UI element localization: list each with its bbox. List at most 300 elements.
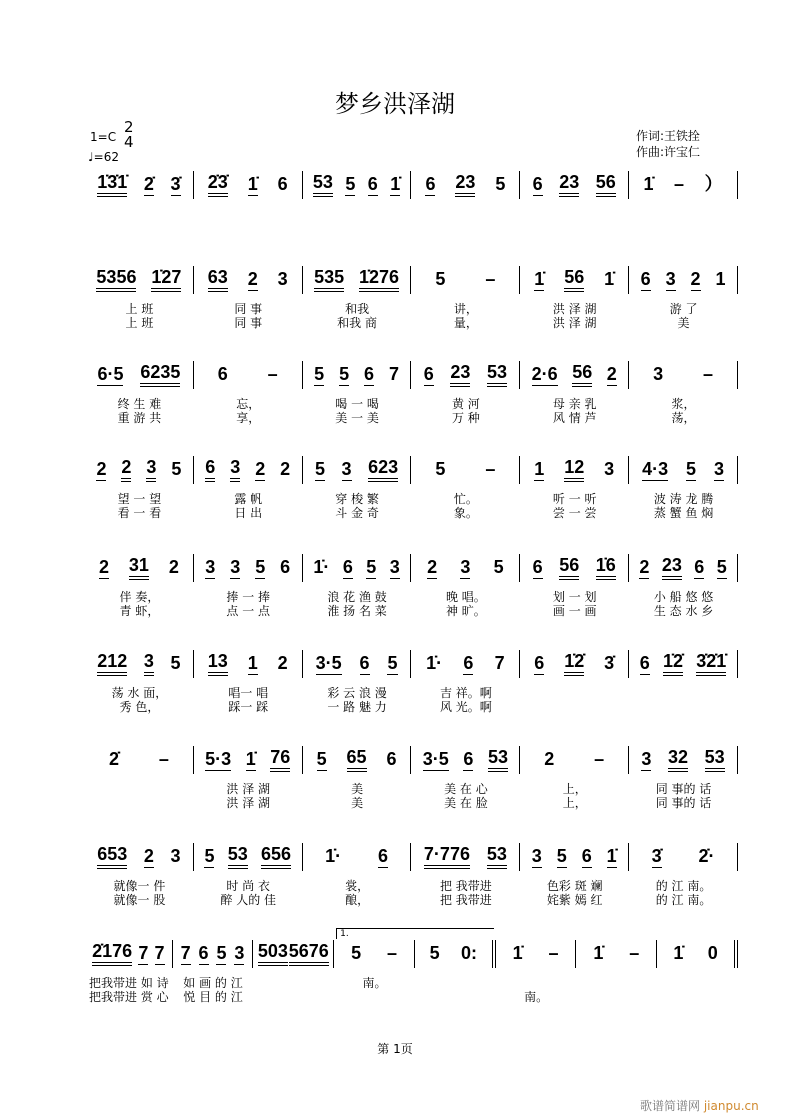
note-group: 2 [247, 268, 258, 289]
lyric-verse-2: 秀 色， [119, 700, 160, 714]
measure-notes [85, 746, 194, 774]
lyric-verse-2: 画 一 画 [552, 604, 597, 618]
note-group: 1̇2̇ [663, 652, 683, 676]
measure-notes [411, 266, 520, 294]
note-group: 6 [694, 556, 705, 577]
measure [85, 554, 194, 618]
lyric-verse-1 [657, 976, 738, 990]
note-group: 5 [345, 173, 356, 194]
note-group: 2 [639, 556, 650, 577]
note-group: 2 [427, 556, 438, 577]
note-group: 53 [487, 845, 507, 869]
measure [411, 171, 520, 199]
measure [411, 746, 520, 810]
note-group: 5 [435, 459, 446, 479]
note-group: 53 [487, 363, 507, 387]
note-group: 653 [97, 845, 127, 869]
measure-notes [520, 361, 629, 389]
lyric-verse-2: 量， [453, 316, 478, 330]
measure [253, 940, 334, 1004]
note-group: 7 [494, 653, 505, 673]
lyric-verse-1: 南。 [362, 976, 387, 990]
note-group: 7 [180, 942, 191, 963]
measure [411, 650, 520, 714]
lyric-verse-2: 美 一 美 [335, 411, 379, 425]
measure-notes [411, 843, 520, 871]
note-group: 2 [277, 653, 288, 673]
measure [303, 456, 412, 520]
measure [520, 456, 629, 520]
lyric-verse-1 [629, 686, 738, 700]
note-group: 1̇ [390, 173, 401, 194]
note-group: 2 [606, 363, 617, 384]
note-group: 6 [423, 363, 434, 384]
measure [629, 361, 738, 425]
lyric-verse-1: 把 我带进 [439, 879, 492, 893]
staff-system [85, 171, 738, 199]
measure-notes [629, 746, 738, 774]
lyric-verse-1 [496, 976, 577, 990]
note-group: 656 [261, 845, 291, 869]
note-group: 6 [205, 458, 215, 482]
measure [411, 456, 520, 520]
lyric-verse-1: 伴 奏， [119, 590, 160, 604]
measure-notes [194, 650, 303, 678]
measure-notes [415, 940, 496, 968]
lyric-verse-1: 上 班 [125, 302, 154, 316]
note-group: 3̇ [170, 173, 181, 194]
composer: 作曲:许宝仁 [636, 145, 701, 159]
note-group: 5 [493, 557, 504, 577]
note-group: – [158, 749, 169, 769]
measure [657, 940, 738, 1004]
note-group: 3 [604, 459, 615, 479]
lyric-verse-2: 美 [351, 796, 364, 810]
note-group: 5 [216, 942, 227, 963]
note-group: 1̇276 [359, 268, 399, 292]
measure [496, 940, 577, 1004]
note-group: – [386, 943, 397, 963]
measure [520, 361, 629, 425]
lyric-verse-2: 斗 金 奇 [335, 506, 379, 520]
lyric-verse-1: 美 在 心 [444, 782, 488, 796]
lyric-verse-2: 悦 目 的 江 [183, 990, 243, 1004]
lyric-verse-1: 小 船 悠 悠 [653, 590, 714, 604]
lyric-verse-1: 浪 花 渔 鼓 [327, 590, 387, 604]
note-group: 76 [270, 748, 290, 772]
note-group: 3 [641, 748, 652, 769]
note-group: 6 [277, 174, 288, 194]
lyric-verse-1: 划 一 划 [552, 590, 597, 604]
lyric-verse-2: 淮 扬 名 菜 [327, 604, 387, 618]
note-group: 3·5 [315, 652, 342, 673]
measure [334, 929, 415, 1004]
measure [194, 843, 303, 907]
note-group: 3̇ [651, 845, 662, 866]
measure [194, 650, 303, 714]
measure [520, 843, 629, 907]
note-group: – [485, 269, 496, 289]
note-group: – [594, 749, 605, 769]
note-group: 5676 [289, 942, 329, 966]
measure [629, 843, 738, 907]
measure [303, 171, 412, 199]
measure-notes [194, 843, 303, 871]
note-group: 56 [564, 268, 584, 292]
note-group: 5·3 [205, 748, 232, 769]
note-group: 2 [690, 268, 701, 289]
note-group: 535 [314, 268, 344, 292]
measure-notes [496, 940, 577, 968]
measure-notes [303, 171, 412, 199]
lyric-verse-1: 唱一 唱 [228, 686, 269, 700]
staff-system [85, 266, 738, 330]
measure-notes [411, 650, 520, 678]
note-group: 3 [234, 942, 245, 963]
measure [85, 171, 194, 199]
note-group: 7·776 [424, 845, 470, 869]
measure [194, 554, 303, 618]
measure [411, 266, 520, 330]
note-group: 1̇2̇ [564, 652, 584, 676]
note-group: 2̇· [698, 846, 715, 866]
note-group: 1̇· [325, 846, 342, 866]
note-group: 23 [559, 173, 579, 197]
note-group: 3 [170, 846, 181, 866]
lyric-verse-1: 把我带进 如 诗 [89, 976, 169, 990]
measure [85, 456, 194, 520]
lyric-verse-2: 醉 人的 佳 [220, 893, 277, 907]
watermark-cn: 歌谱简谱网 [640, 1099, 701, 1113]
measure-notes [253, 940, 334, 968]
lyric-verse-2: 万 种 [451, 411, 480, 425]
lyric-verse-1: 穿 梭 繁 [335, 492, 379, 506]
measure [411, 843, 520, 907]
staff-system [85, 650, 738, 714]
lyric-verse-1: 裳， [345, 879, 370, 893]
measure-notes [85, 266, 194, 294]
tempo-marking: ♩=62 [88, 150, 119, 164]
measure-notes [85, 171, 194, 199]
measure-notes [520, 650, 629, 678]
lyric-verse-1: 美 [351, 782, 364, 796]
lyric-verse-2: 一 路 魅 力 [327, 700, 387, 714]
note-group: 1̇6 [596, 556, 616, 580]
time-signature-top: 2 [124, 118, 134, 136]
measure [629, 266, 738, 330]
lyric-verse-2: 南。 [524, 990, 549, 1004]
lyric-verse-2 [657, 990, 738, 1004]
lyric-verse-1: 如 画 的 江 [183, 976, 243, 990]
lyric-verse-2: 的 江 南。 [655, 893, 712, 907]
lyric-verse-2: 风 光。啊 [439, 700, 492, 714]
lyric-verse-1: 洪 泽 湖 [552, 302, 597, 316]
note-group: 32 [668, 748, 688, 772]
measure [85, 650, 194, 714]
lyric-verse-2: 洪 泽 湖 [226, 796, 271, 810]
note-group: 3̇2̇1̇ [696, 652, 726, 676]
measure [629, 554, 738, 618]
measure [520, 266, 629, 330]
lyric-verse-1 [415, 976, 496, 990]
lyric-verse-2: 美 在 脸 [444, 796, 488, 810]
measure [629, 456, 738, 520]
measure-notes [629, 650, 738, 678]
measure-notes [629, 171, 738, 199]
measure [194, 456, 303, 520]
lyric-verse-1: 洪 泽 湖 [226, 782, 271, 796]
lyric-verse-2: 美 [677, 316, 690, 330]
lyric-verse-2 [334, 990, 415, 1004]
note-group: 3 [713, 458, 724, 479]
note-group: 3·5 [422, 748, 449, 769]
note-group: 2̇ [143, 173, 154, 194]
lyric-verse-2 [520, 700, 629, 714]
note-group: 212 [97, 652, 127, 676]
measure-notes [194, 266, 303, 294]
note-group: 63 [208, 268, 228, 292]
note-group: 3 [277, 269, 288, 289]
lyric-verse-1: 荡 水 面， [111, 686, 168, 700]
note-group: 1̇ [245, 748, 256, 769]
staff-system [85, 746, 738, 810]
lyric-verse-2: 洪 泽 湖 [552, 316, 597, 330]
note-group: 2 [168, 557, 179, 577]
credits [636, 128, 700, 160]
lyricist: 作词:王铁拴 [636, 129, 701, 143]
lyric-verse-2: 酿， [345, 893, 370, 907]
note-group: 2 [121, 458, 131, 482]
note-group: 5 [716, 556, 727, 577]
key-signature: 1=C [90, 130, 117, 144]
note-group: 5 [387, 652, 398, 673]
lyric-verse-2: 风 情 芦 [552, 411, 597, 425]
note-group: 56 [596, 173, 616, 197]
note-group: 6 [342, 556, 353, 577]
note-group: 2 [280, 459, 291, 479]
lyric-verse-2: 和我 商 [337, 316, 377, 330]
measure [173, 940, 254, 1004]
lyric-verse-2 [85, 796, 194, 810]
measure [520, 650, 629, 714]
lyric-verse-2: 日 出 [234, 506, 263, 520]
note-group: 6 [386, 749, 397, 769]
note-group: 503 [258, 942, 288, 966]
note-group: 0: [460, 943, 477, 963]
lyric-verse-1: 游 了 [669, 302, 698, 316]
measure-notes [629, 456, 738, 484]
measure-notes [85, 361, 194, 389]
note-group: 2̇ [108, 749, 119, 769]
note-group: 3 [460, 556, 471, 577]
note-group: 7 [154, 942, 165, 963]
note-group: 6 [364, 363, 375, 384]
note-group: 1̇ [247, 173, 258, 194]
measure [85, 843, 194, 907]
staff-system [85, 456, 738, 520]
note-group: 1̇ [673, 943, 684, 963]
lyric-verse-2 [415, 990, 496, 1004]
measure [194, 361, 303, 425]
note-group: 3̇ [604, 653, 615, 673]
time-signature-bottom: 4 [124, 133, 134, 151]
lyric-verse-1: 讲， [453, 302, 478, 316]
note-group: 2 [255, 458, 266, 479]
note-group: 3 [144, 652, 154, 676]
note-group: 1̇3̇1̇ [97, 173, 127, 197]
note-group: 5 [435, 269, 446, 289]
measure [85, 746, 194, 810]
lyric-verse-1: 终 生 难 [117, 397, 162, 411]
measure-notes [576, 940, 657, 968]
lyric-verse-1: 晚 唱。 [445, 590, 486, 604]
page-number: 第 1页 [377, 1042, 413, 1056]
note-group: 5 [429, 943, 440, 963]
note-group: 5 [316, 748, 327, 769]
note-group: 2 [98, 556, 109, 577]
note-group: 23 [662, 556, 682, 580]
measure-notes [520, 456, 629, 484]
measure [576, 940, 657, 1004]
measure [85, 361, 194, 425]
measure [520, 171, 629, 199]
note-group: 3 [230, 458, 240, 482]
lyric-verse-1: 露 帆 [234, 492, 263, 506]
note-group: 3 [341, 458, 352, 479]
note-group: 2·6 [531, 363, 558, 384]
note-group: 2 [544, 749, 555, 769]
note-group: 56 [572, 363, 592, 387]
note-group: 56 [559, 556, 579, 580]
lyric-verse-1: 的 江 南。 [655, 879, 712, 893]
note-group: 5 [351, 943, 362, 963]
measure-notes [194, 361, 303, 389]
lyric-verse-1: 上， [562, 782, 587, 796]
measure [629, 746, 738, 810]
watermark [640, 1097, 759, 1114]
lyric-verse-1: 听 一 听 [552, 492, 597, 506]
note-group: 5 [255, 556, 266, 577]
lyric-verse-2: 踩一 踩 [228, 700, 269, 714]
note-group: 12 [564, 458, 584, 482]
measure-notes [303, 456, 412, 484]
note-group: 6 [280, 557, 291, 577]
lyric-verse-2: 青 虾， [119, 604, 160, 618]
staff-system [85, 554, 738, 618]
note-group: 53 [705, 748, 725, 772]
measure-notes [303, 554, 412, 582]
lyric-verse-1: 同 事的 话 [655, 782, 712, 796]
measure-notes [303, 843, 412, 871]
note-group: – [548, 943, 559, 963]
note-group: 23 [455, 173, 475, 197]
measure-notes [173, 940, 254, 968]
note-group: 4·3 [642, 458, 669, 479]
note-group: 5 [170, 653, 181, 673]
note-group: 5 [366, 556, 377, 577]
measure [85, 266, 194, 330]
note-group: 6 [367, 173, 378, 194]
note-group: 6 [640, 268, 651, 289]
lyric-verse-2 [253, 990, 334, 1004]
lyric-verse-2: 点 一 点 [226, 604, 271, 618]
note-group: 6 [198, 942, 209, 963]
measure [303, 746, 412, 810]
lyric-verse-2: 上， [562, 796, 587, 810]
measure-notes [629, 266, 738, 294]
time-signature [124, 120, 134, 150]
note-group: 5 [171, 459, 182, 479]
note-group: 65 [347, 748, 367, 772]
note-group: 5356 [96, 268, 136, 292]
note-group: 5 [314, 363, 325, 384]
note-group: 6 [532, 556, 543, 577]
lyric-verse-2: 重 游 共 [117, 411, 162, 425]
note-group: 53 [313, 173, 333, 197]
lyric-verse-1: 捧 一 捧 [226, 590, 271, 604]
note-group: 3 [531, 845, 542, 866]
measure-notes [303, 650, 412, 678]
note-group: 1̇ [604, 269, 615, 289]
note-group: 6 [532, 173, 543, 194]
note-group: 3 [146, 458, 156, 482]
note-group: 3 [389, 556, 400, 577]
lyric-verse-1: 波 涛 龙 腾 [653, 492, 714, 506]
lyric-verse-1: 望 一 望 [117, 492, 162, 506]
note-group: 23 [450, 363, 470, 387]
measure-notes [85, 843, 194, 871]
measure-notes [520, 746, 629, 774]
note-group: 6 [217, 364, 228, 384]
note-group: 5 [339, 363, 350, 384]
note-group: 0 [707, 943, 718, 963]
note-group: 6·5 [97, 363, 124, 384]
measure [629, 650, 738, 714]
lyric-verse-1: 黄 河 [451, 397, 480, 411]
note-group: 6 [581, 845, 592, 866]
measure-notes [303, 361, 412, 389]
lyric-verse-1: 彩 云 浪 漫 [327, 686, 387, 700]
note-group: ） [704, 174, 723, 194]
measure-notes [194, 746, 303, 774]
measure [415, 940, 496, 1004]
volta-bracket: 1. [336, 928, 493, 939]
measure-notes [194, 171, 303, 199]
note-group: 3 [205, 556, 216, 577]
note-group: 6 [425, 173, 436, 194]
lyric-verse-1: 同 事 [234, 302, 263, 316]
lyric-verse-1 [576, 976, 657, 990]
measure-notes [411, 456, 520, 484]
note-group: 623 [368, 458, 398, 482]
lyric-verse-2 [629, 700, 738, 714]
note-group: – [702, 364, 713, 384]
lyric-verse-1: 色彩 斑 斓 [546, 879, 603, 893]
lyric-verse-2: 同 事的 话 [655, 796, 712, 810]
measure [194, 266, 303, 330]
lyric-verse-1 [253, 976, 334, 990]
measure [303, 361, 412, 425]
measure [85, 940, 173, 1004]
lyric-verse-2: 神 旷。 [445, 604, 486, 618]
measure-notes [629, 843, 738, 871]
note-group: 1̇ [643, 174, 654, 194]
lyric-verse-1: 喝 一 喝 [335, 397, 379, 411]
lyric-verse-2: 生 态 水 乡 [653, 604, 714, 618]
measure [303, 650, 412, 714]
measure [520, 554, 629, 618]
note-group: 6 [463, 652, 474, 673]
